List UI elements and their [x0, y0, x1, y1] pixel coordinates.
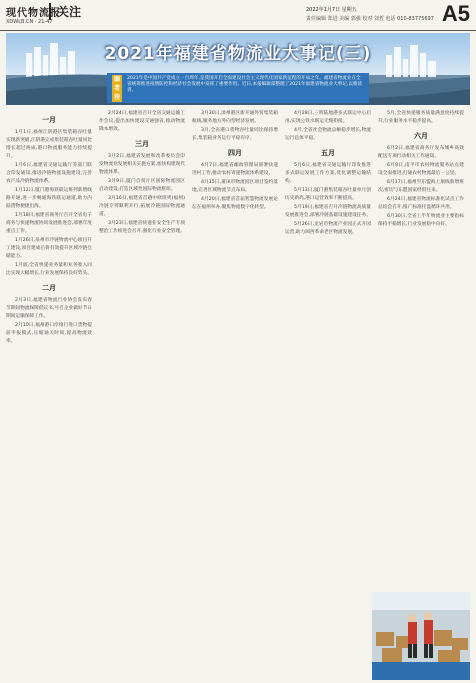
paragraph: 4月15日,莆田市物流园区项目签约落地,完善区域物流节点布局。 — [192, 180, 278, 193]
text-column-1 — [6, 110, 92, 680]
paragraph: 3月,全省港口货物吞吐量同比保持增长,集装箱业务运行平稳有序。 — [192, 128, 278, 141]
paragraph: 2月10日,福州港口岸推行进口货物提前申报模式,压缩通关时间,提高物流效率。 — [6, 323, 92, 344]
paragraph: 3月23日,福建省快递业安全生产专项整治工作推进会召开,强化行业安全管理。 — [99, 221, 185, 234]
article-title: 2021年福建省物流业大事记(三) — [104, 44, 372, 64]
paragraph: 5月26日,龙岩市物流产业园正式开园运营,助力闽西革命老区物流发展。 — [285, 222, 371, 235]
paragraph: 6月24日,福建省物流标准化试点工作总结会召开,推广标准托盘循环共用。 — [378, 197, 464, 210]
paragraph: 4月28日,三明陆地港多式联运中心启用,实现公铁水联运无缝衔接。 — [285, 111, 371, 124]
paragraph: 1月12日,厦门港海铁联运班列新增线路开通,进一步畅通海铁联运通道,助力内陆货物便捷出海。 — [6, 188, 92, 209]
month-heading: 二月 — [42, 284, 56, 292]
text-column-4 — [285, 110, 371, 680]
editor-note-badge: 编者按 — [113, 76, 120, 101]
paragraph: 5月,全省快递服务质量满意度持续提升,行业服务水平稳步提高。 — [378, 111, 464, 124]
page-number: A5 — [441, 1, 470, 26]
text-column-2 — [99, 110, 185, 680]
paragraph: 4月7日,福建省邮政管理局部署快递进村工作,推动农村寄递物流体系建设。 — [192, 163, 278, 176]
section-name: 关注 — [49, 3, 81, 20]
month-heading: 五月 — [321, 149, 335, 157]
paragraph: 2月24日,福建省召开全省交通运输工作会议,提出加快建设交通强省,推动物流降本增效。 — [99, 111, 185, 132]
paragraph: 6月30日,全省上半年物流业主要指标保持平稳增长,行业发展稳中向好。 — [378, 214, 464, 227]
paragraph: 4月20日,福建省首届智慧物流发展论坛在福州举办,聚焦物流数字化转型。 — [192, 197, 278, 210]
paragraph: 1月1日,福州江阴港区集装箱吞吐量实现新突破,江阴港完成集装箱吞吐量同比增长超过两成,港口物流服务能力持续提升。 — [6, 130, 92, 159]
paper-name: 现代物流报 — [6, 8, 61, 19]
warehouse-photo — [372, 592, 470, 680]
paragraph: 1月底,全省快递业务量和业务收入同比实现大幅增长,行业发展保持良好势头。 — [6, 263, 92, 276]
paragraph: 4月,全省社会物流总额稳步增长,物流运行总体平稳。 — [285, 128, 371, 141]
paragraph: 6月9日,南平市农村物流服务站点建设全面推进,打通农村物流最后一公里。 — [378, 163, 464, 176]
paragraph: 1月18日,福建省商务厅召开全省电子商务与快递物流协同发展推进会,部署年度重点工作。 — [6, 213, 92, 234]
month-heading: 三月 — [135, 140, 149, 148]
paragraph: 2月3日,福建省物流行业协会发布春节期间物流保障倡议书,号召企业做好节日期间运输保障工作。 — [6, 298, 92, 319]
paragraph: 6月17日,福州至东盟海上航线新增班次,密切与东盟国家经贸往来。 — [378, 180, 464, 193]
editors-line: 责任编辑 郑进 美编 郭强 校对 刘哲 电话 010-83775697 — [306, 16, 434, 22]
paragraph: 1月26日,泉州市冷链物流中心项目开工建设,项目建成后将有效提升区域冷链仓储能力。 — [6, 238, 92, 259]
paragraph: 3月30日,漳州港区新开通外贸集装箱航线,服务地方外向型经济发展。 — [192, 111, 278, 124]
month-heading: 四月 — [228, 149, 242, 157]
paragraph: 3月16日,福建省首趟中欧班列(福州)冷链专列顺利开行,拓展冷链国际物流通道。 — [99, 196, 185, 217]
paragraph: 6月2日,福建省商务厅发布城乡高效配送专项行动相关工作通知。 — [378, 146, 464, 159]
paragraph: 5月6日,福建省交通运输厅印发推进多式联运发展工作方案,优化调整运输结构。 — [285, 163, 371, 184]
month-heading: 一月 — [42, 116, 56, 124]
warehouse-workers-illustration — [372, 592, 470, 680]
text-column-3 — [192, 110, 278, 680]
paragraph: 5月19日,福建省召开冷链物流高质量发展推进会,部署冷链基础设施建设任务。 — [285, 205, 371, 218]
date-line: 2022年1月7日 星期五 — [306, 7, 357, 13]
paragraph: 1月6日,福建省交通运输厅等部门联合印发通知,推进冷链物流设施建设,完善农产品冷链物流体系。 — [6, 163, 92, 184]
editor-note: 2021年是中国共产党成立一百周年,是我国开启全面建设社会主义现代化国家新征程的开局之年。福建省物流业在全省统筹推进疫情防控和经济社会发展中发挥了重要作用。近日,本报编辑部整理了2021年福建省物流业大事记,以飨读者。 — [107, 73, 369, 103]
paper-url: XDWLB.CN · 21-47 — [6, 19, 53, 25]
month-heading: 六月 — [414, 132, 428, 140]
paragraph: 5月13日,厦门港集装箱吞吐量单月创历史新高,港口运营效率不断提高。 — [285, 188, 371, 201]
paragraph: 3月9日,厦门自贸片区国际物流园区启动建设,打造区域性国际物流枢纽。 — [99, 179, 185, 192]
paragraph: 3月2日,福建省发展和改革委员会印发物流业发展相关实施方案,加快构建现代物流体系。 — [99, 154, 185, 175]
masthead — [0, 0, 476, 31]
